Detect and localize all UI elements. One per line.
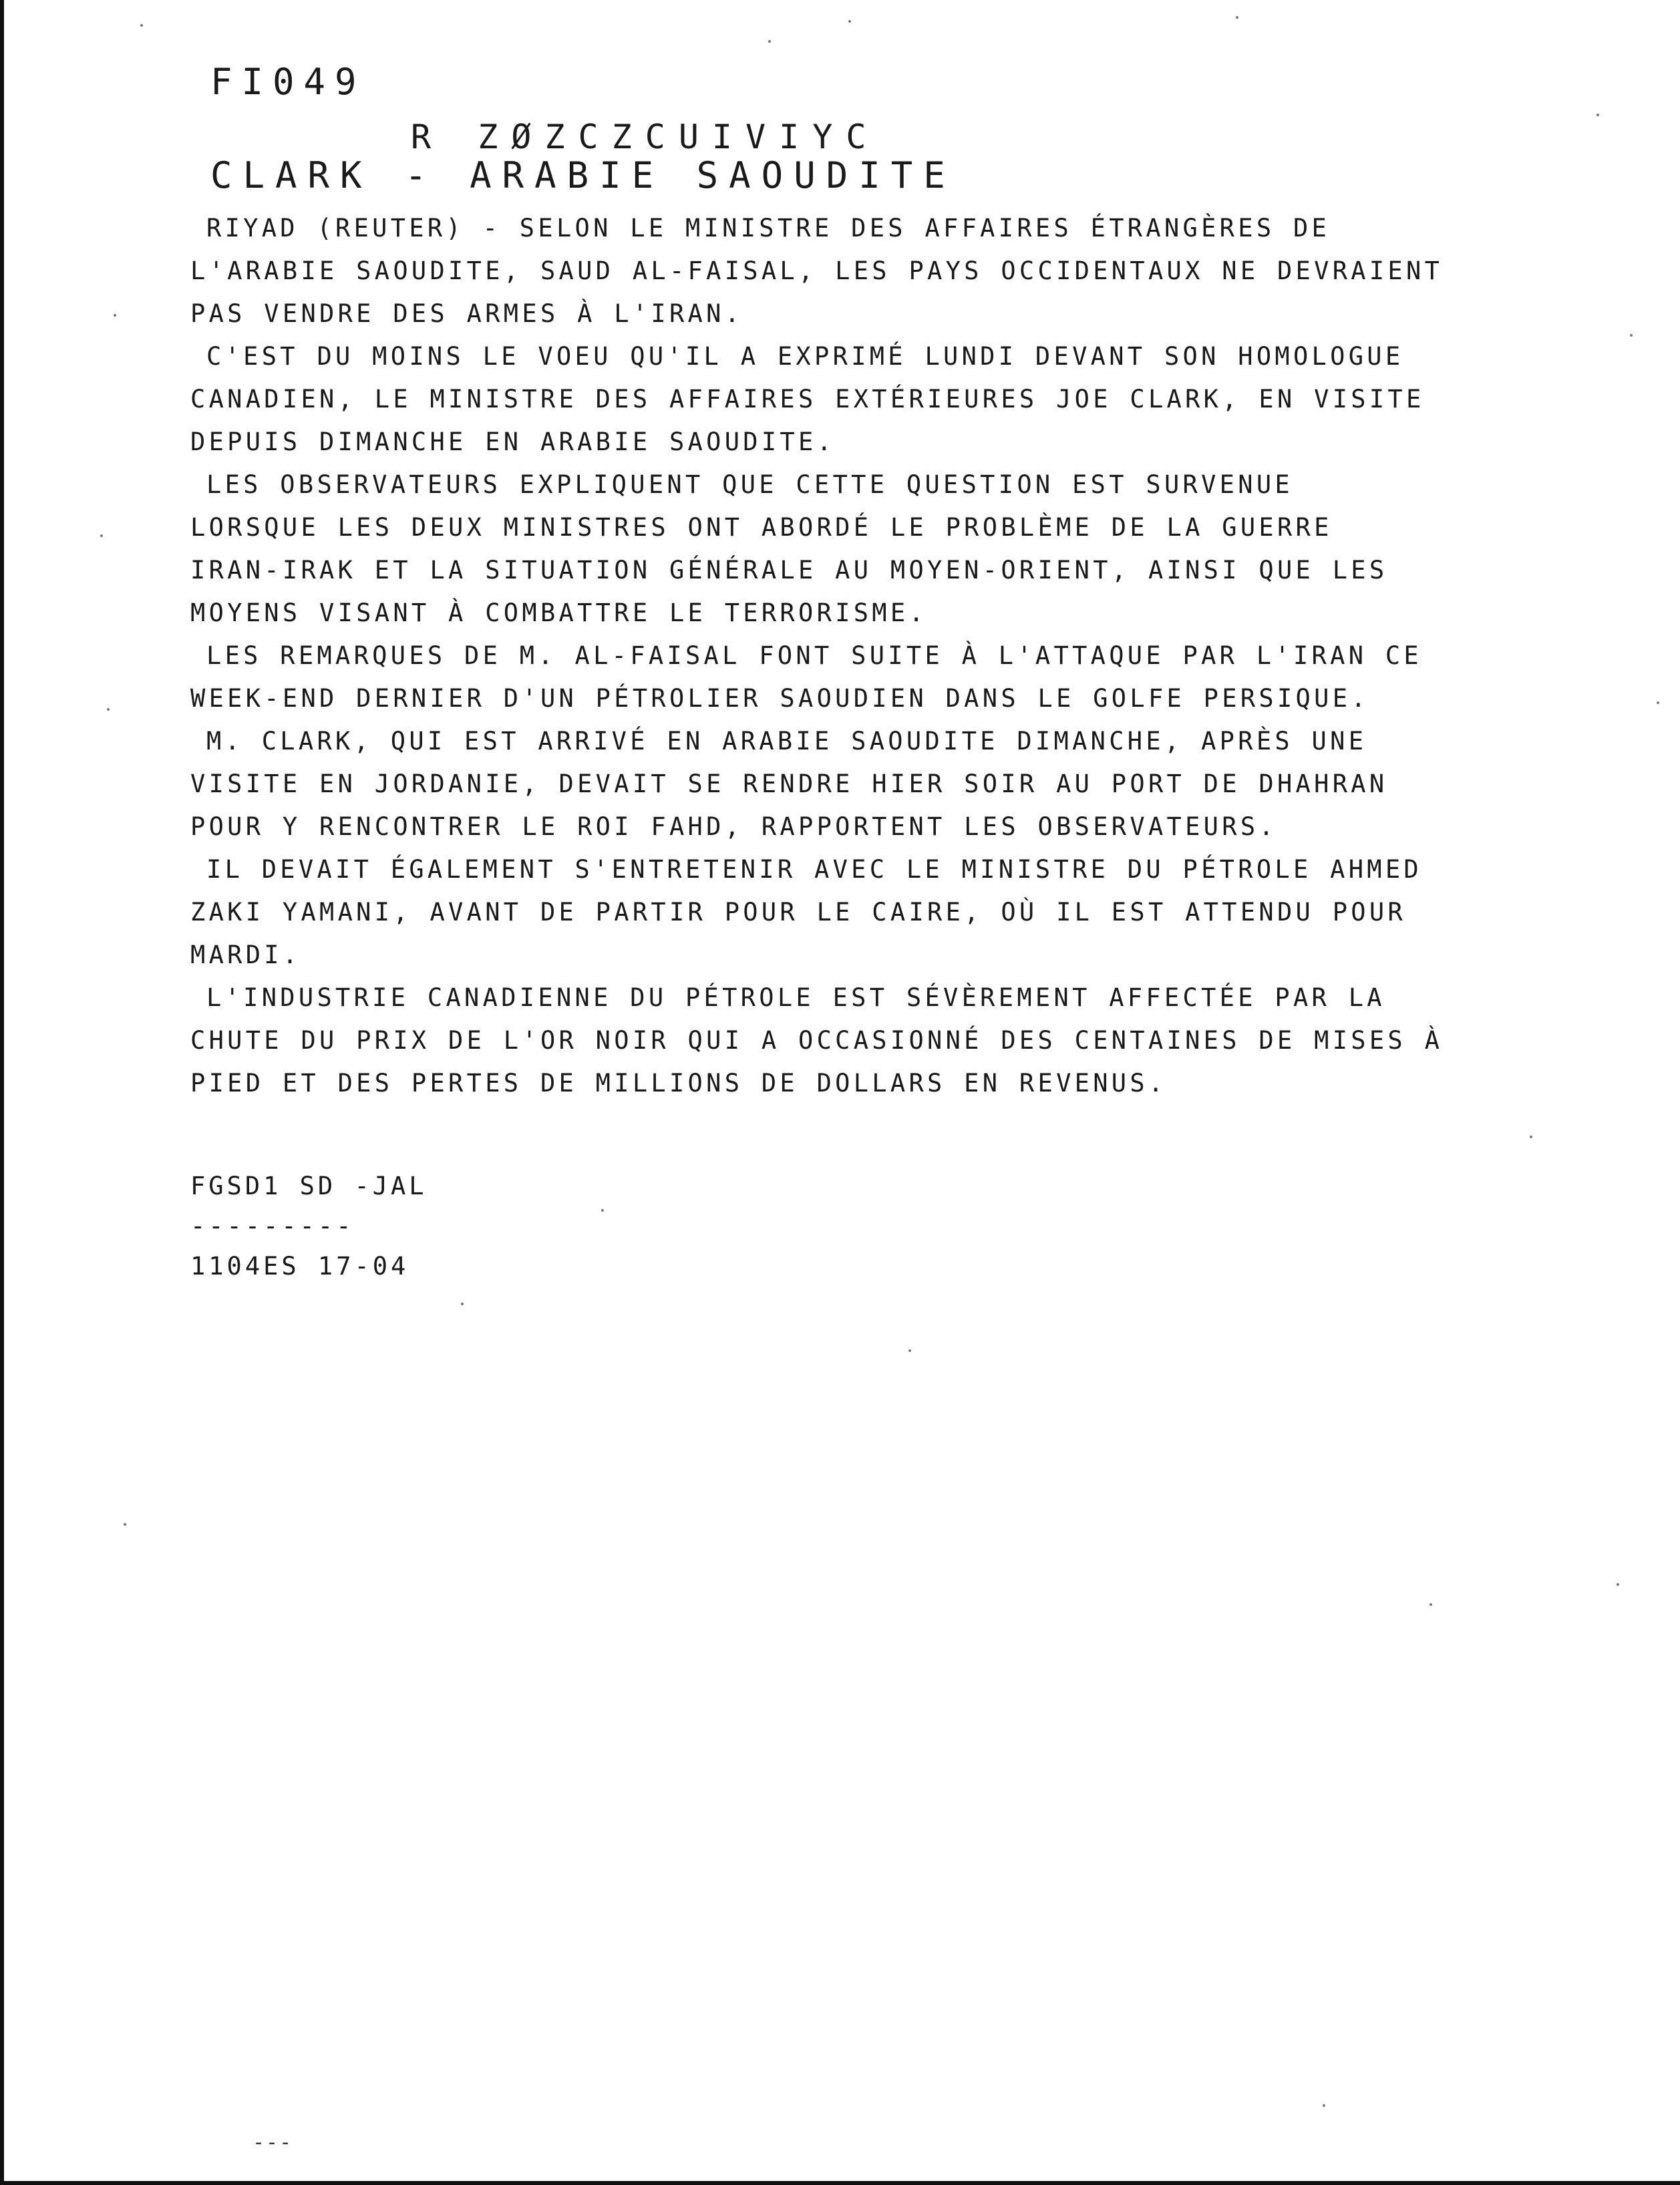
- scan-speck: [124, 1523, 126, 1526]
- page-bottom-edge: [0, 2181, 1680, 2185]
- scan-speck: [1430, 1603, 1432, 1606]
- article-line: PAS VENDRE DES ARMES À L'IRAN.: [190, 299, 743, 328]
- article-line: CANADIEN, LE MINISTRE DES AFFAIRES EXTÉRIEURES JOE CLARK, EN VISITE: [190, 385, 1425, 413]
- scan-speck: [461, 1303, 464, 1305]
- article-line: M. CLARK, QUI EST ARRIVÉ EN ARABIE SAOUDITE DIMANCHE, APRÈS UNE: [206, 727, 1367, 755]
- article-line: DEPUIS DIMANCHE EN ARABIE SAOUDITE.: [190, 428, 836, 456]
- bottom-mark: ---: [253, 2131, 293, 2154]
- scan-speck: [1236, 16, 1238, 19]
- footer-separator: ---------: [190, 1212, 355, 1240]
- page-left-edge: [0, 0, 4, 2185]
- scan-speck: [114, 314, 116, 317]
- scan-speck: [1323, 2104, 1325, 2107]
- article-line: C'EST DU MOINS LE VOEU QU'IL A EXPRIMÉ LUNDI DEVANT SON HOMOLOGUE: [206, 342, 1404, 371]
- message-id: FI049: [210, 61, 366, 103]
- article-line: ZAKI YAMANI, AVANT DE PARTIR POUR LE CAIRE, OÙ IL EST ATTENDU POUR: [190, 898, 1407, 927]
- scan-speck: [100, 534, 103, 537]
- footer-code: FGSD1 SD -JAL: [190, 1172, 428, 1200]
- scan-speck: [601, 1209, 604, 1212]
- article-line: LORSQUE LES DEUX MINISTRES ONT ABORDÉ LE PROBLÈME DE LA GUERRE: [190, 513, 1333, 542]
- scan-speck: [848, 20, 851, 23]
- scan-speck: [107, 708, 110, 711]
- article-line: MOYENS VISANT À COMBATTRE LE TERRORISME.: [190, 599, 928, 627]
- article-line: L'INDUSTRIE CANADIENNE DU PÉTROLE EST SÉVÈREMENT AFFECTÉE PAR LA: [206, 983, 1385, 1012]
- article-line: WEEK-END DERNIER D'UN PÉTROLIER SAOUDIEN DANS LE GOLFE PERSIQUE.: [190, 684, 1369, 713]
- article-line: MARDI.: [190, 941, 301, 969]
- article-line: IRAN-IRAK ET LA SITUATION GÉNÉRALE AU MOYEN-ORIENT, AINSI QUE LES: [190, 556, 1388, 584]
- article-line: LES OBSERVATEURS EXPLIQUENT QUE CETTE QUESTION EST SURVENUE: [206, 470, 1293, 499]
- article-line: PIED ET DES PERTES DE MILLIONS DE DOLLARS EN REVENUS.: [190, 1069, 1167, 1098]
- scan-speck: [908, 1349, 911, 1352]
- footer-block: [190, 1166, 428, 1287]
- article-line: RIYAD (REUTER) - SELON LE MINISTRE DES AFFAIRES ÉTRANGÈRES DE: [206, 214, 1331, 242]
- article-line: POUR Y RENCONTRER LE ROI FAHD, RAPPORTENT LES OBSERVATEURS.: [190, 812, 1277, 841]
- scan-speck: [1530, 1136, 1532, 1138]
- footer-timestamp: 1104ES 17-04: [190, 1252, 409, 1281]
- routing-code: R ZØZCZCUIVIYC: [411, 118, 880, 156]
- scan-speck: [1617, 1583, 1619, 1586]
- article-body: [190, 207, 1560, 1105]
- scan-speck: [768, 40, 771, 43]
- article-line: L'ARABIE SAOUDITE, SAUD AL-FAISAL, LES PAYS OCCIDENTAUX NE DEVRAIENT: [190, 257, 1444, 285]
- story-slug: CLARK - ARABIE SAOUDITE: [210, 154, 956, 196]
- scan-speck: [1597, 114, 1599, 116]
- scan-speck: [1657, 701, 1659, 704]
- article-line: VISITE EN JORDANIE, DEVAIT SE RENDRE HIER SOIR AU PORT DE DHAHRAN: [190, 770, 1388, 798]
- article-line: IL DEVAIT ÉGALEMENT S'ENTRETENIR AVEC LE MINISTRE DU PÉTROLE AHMED: [206, 855, 1423, 884]
- scan-speck: [140, 24, 143, 27]
- article-line: LES REMARQUES DE M. AL-FAISAL FONT SUITE À L'ATTAQUE PAR L'IRAN CE: [206, 641, 1423, 670]
- scan-speck: [1630, 334, 1633, 337]
- article-line: CHUTE DU PRIX DE L'OR NOIR QUI A OCCASIONNÉ DES CENTAINES DE MISES À: [190, 1026, 1444, 1055]
